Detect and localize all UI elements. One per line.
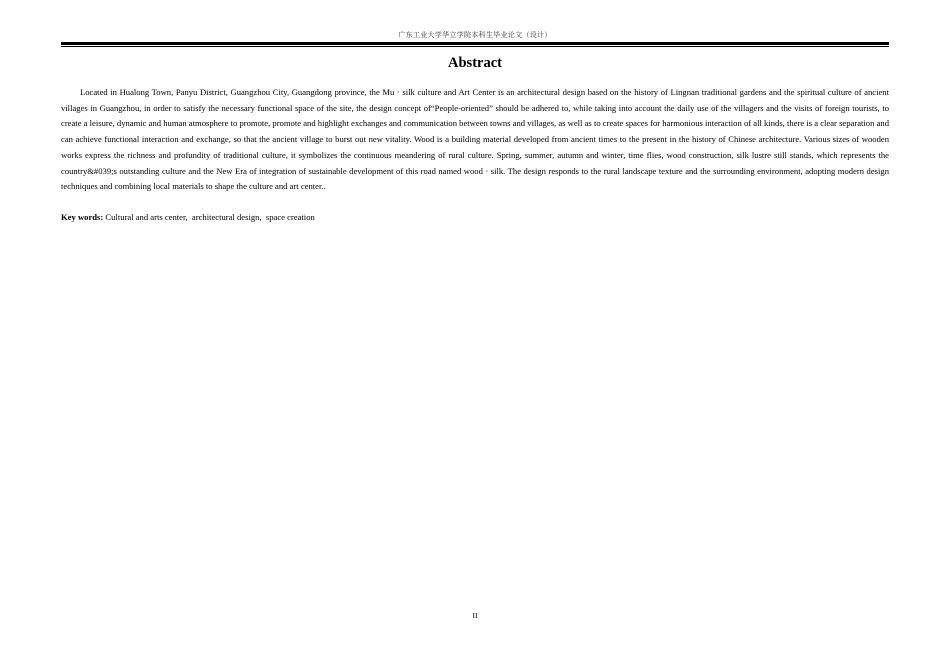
page-number: II xyxy=(472,611,478,620)
header-rule-thin xyxy=(61,46,889,47)
abstract-title: Abstract xyxy=(448,55,502,71)
keywords-line xyxy=(61,211,889,224)
keywords-text: Cultural and arts center, architectural design, space creation xyxy=(103,212,315,222)
abstract-body: Located in Hualong Town, Panyu District, Guangzhou City, Guangdong province, the Mu · silk culture and Art Center is an architectural design based on the history of Lingnan traditional gardens and the spiritual culture of ancient villages in Guangzhou, in order to satisfy the necessary functional space of the site, the design concept of“People-oriented” should be adhered to, while taking into account the daily use of the villagers and the visits of foreign tourists, to create a leisure, dynamic and human atmosphere to promote, promote and highlight exchanges and communication between towns and villages, as well as to create spaces for harmonious interaction of all kinds, there is a clear separation and can achieve functional interaction and exchange, so that the ancient village to burst out new vitality. Wood is a building material developed from ancient times to the present in the history of Chinese architecture. Various sizes of wooden works express the richness and profundity of traditional culture, it symbolizes the continuous meandering of rural culture. Spring, summer, autumn and winter, time flies, wood construction, silk lustre still stands, which represents the country&#039;s outstanding culture and the New Era of integration of sustainable development of this road named wood · silk. The design responds to the rural landscape texture and the surrounding environment, adopting modern design techniques and combining local materials to shape the culture and art center.. xyxy=(61,87,889,192)
keywords-label: Key words: xyxy=(61,212,104,222)
header-rule-thick xyxy=(61,42,889,45)
running-header: 广东工业大学华立学院本科生毕业论文（设计） xyxy=(398,31,552,39)
